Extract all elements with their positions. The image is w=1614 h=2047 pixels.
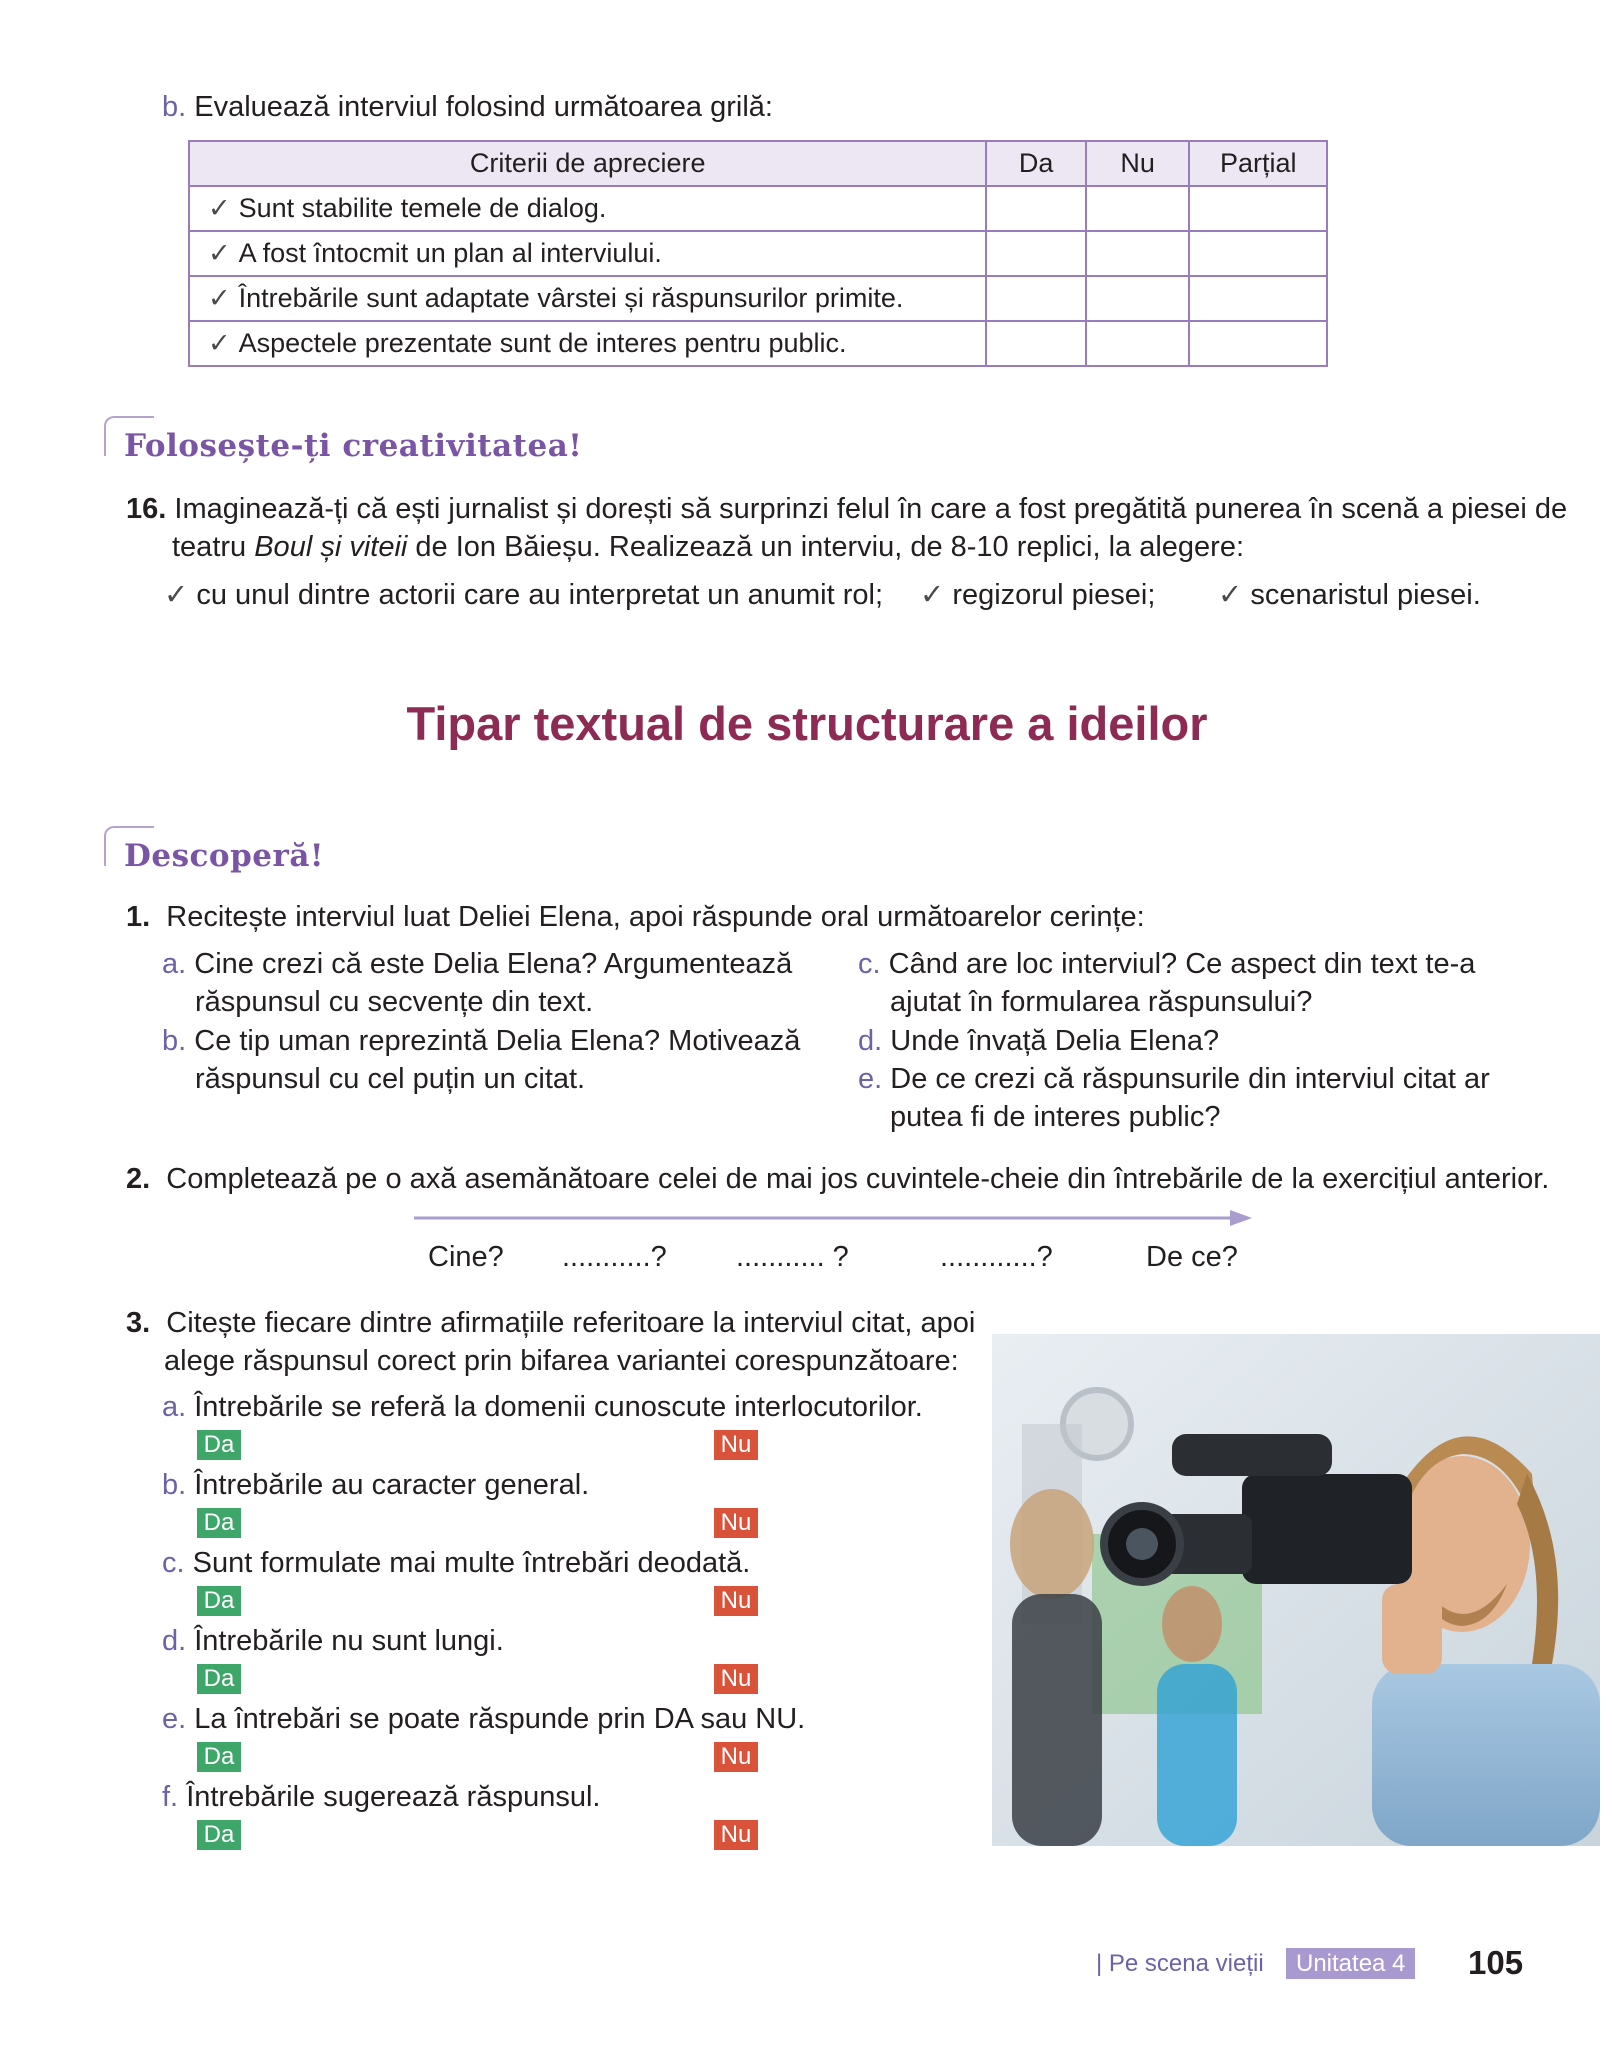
text-segment: de Ion Băieșu. Realizează un interviu, de 8-10 replici, la alegere: [407,531,1245,563]
statement-d [162,1622,504,1660]
criterion-text: A fost întocmit un plan al interviului. [238,238,662,268]
exercise-text: Recitește interviul luat Deliei Elena, apoi răspunde oral următoarelor cerințe: [166,901,1145,933]
grid-criterion [189,321,986,366]
grid-cell-da[interactable] [986,276,1086,321]
footer-unit [1286,1950,1415,1978]
question-c-line2: ajutat în formularea răspunsului? [890,986,1313,1018]
statement-text: Sunt formulate mai multe întrebări deodată. [192,1547,751,1579]
exercise-3 [126,1304,975,1342]
section-header-discover [104,838,325,874]
question-letter: b. [162,1025,187,1057]
answer-da[interactable]: Da [197,1742,241,1772]
text-segment: teatru [172,531,255,563]
statement-b [162,1466,589,1504]
answer-da[interactable]: Da [197,1586,241,1616]
grid-cell-partial[interactable] [1189,321,1327,366]
statement-letter: e. [162,1703,187,1735]
answer-da[interactable]: Da [197,1508,241,1538]
exercise-2 [126,1160,1549,1198]
grid-cell-nu[interactable] [1086,321,1190,366]
grid-criterion [189,276,986,321]
exercise-text: Completează pe o axă asemănătoare celei de mai jos cuvintele-cheie din întrebările de la exercițiul anterior. [166,1163,1550,1195]
answer-da[interactable]: Da [197,1664,241,1694]
option-text: regizorul piesei; [952,579,1156,611]
statement-e [162,1700,805,1738]
statement-letter: f. [162,1781,179,1813]
grid-row [189,231,1327,276]
grid-criterion [189,186,986,231]
exercise-3-line2: alege răspunsul corect prin bifarea variantei corespunzătoare: [164,1345,959,1377]
footer-section-text: Pe scena vieții [1108,1950,1264,1977]
question-d [858,1022,1219,1060]
exercise-16-line2 [172,528,1244,566]
statement-letter: a. [162,1391,187,1423]
grid-header-row [189,141,1327,186]
answer-nu[interactable]: Nu [714,1430,758,1460]
section-title: Descoperă! [124,838,325,874]
criterion-text: Întrebările sunt adaptate vârstei și răspunsurilor primite. [238,283,904,313]
answer-nu[interactable]: Nu [714,1586,758,1616]
answer-da[interactable]: Da [197,1430,241,1460]
question-letter: c. [858,948,881,980]
page-number: 105 [1468,1944,1524,1981]
grid-cell-partial[interactable] [1189,231,1327,276]
checkmark-icon: ✓ [208,283,231,313]
checkmark-icon: ✓ [164,579,189,611]
grid-criterion [189,231,986,276]
section-header-creativity [104,428,583,464]
question-letter: d. [858,1025,883,1057]
statement-text: La întrebări se poate răspunde prin DA sau NU. [194,1703,806,1735]
checkmark-icon: ✓ [920,579,945,611]
question-letter: a. [162,948,187,980]
grid-header-nu: Nu [1086,141,1190,186]
checkmark-icon: ✓ [208,238,231,268]
statement-text: Întrebările se referă la domenii cunoscute interlocutorilor. [194,1391,923,1423]
statement-f [162,1778,601,1816]
exercise-text: Imaginează-ți că ești jurnalist și dorești să surprinzi felul în care a fost pregătită punerea în scenă a piesei de [174,493,1568,525]
checkmark-icon: ✓ [208,328,231,358]
question-text: De ce crezi că răspunsurile din interviul citat ar [890,1063,1490,1095]
exercise-number: 2. [126,1163,151,1195]
axis-label-blank: ...........? [562,1241,667,1273]
unit-badge: Unitatea 4 [1286,1948,1415,1979]
grid-cell-da[interactable] [986,321,1086,366]
criterion-text: Sunt stabilite temele de dialog. [238,193,607,223]
question-c [858,945,1475,983]
question-text: Cine crezi că este Delia Elena? Argumentează [194,948,793,980]
answer-nu[interactable]: Nu [714,1508,758,1538]
footer-section-title: | Pe scena vieții [1096,1950,1264,1977]
question-text: Când are loc interviul? Ce aspect din text te-a [888,948,1476,980]
exercise-number: 3. [126,1307,151,1339]
cameraman-photo [992,1334,1600,1846]
grid-cell-da[interactable] [986,231,1086,276]
statement-a [162,1388,923,1426]
question-b [162,1022,800,1060]
exercise-16 [126,490,1567,528]
question-b-line2: răspunsul cu cel puțin un citat. [195,1063,586,1095]
criterion-text: Aspectele prezentate sunt de interes pentru public. [238,328,847,358]
grid-row [189,186,1327,231]
question-a-line2: răspunsul cu secvențe din text. [195,986,594,1018]
exercise-1 [126,898,1145,936]
grid-header-criteria: Criterii de apreciere [189,141,986,186]
statement-letter: c. [162,1547,185,1579]
grid-cell-nu[interactable] [1086,186,1190,231]
axis-label-blank: ........... ? [736,1241,849,1273]
axis-label-de-ce: De ce? [1146,1241,1238,1273]
statement-c [162,1544,750,1582]
grid-header-partial: Parțial [1189,141,1327,186]
statement-text: Întrebările nu sunt lungi. [194,1625,504,1657]
exercise-b [162,88,773,126]
question-e [858,1060,1490,1098]
grid-cell-da[interactable] [986,186,1086,231]
answer-da[interactable]: Da [197,1820,241,1850]
exercise-number: 1. [126,901,151,933]
statement-letter: b. [162,1469,187,1501]
grid-row [189,276,1327,321]
answer-nu[interactable]: Nu [714,1820,758,1850]
exercise-text: Citește fiecare dintre afirmațiile referitoare la interviul citat, apoi [166,1307,976,1339]
statement-text: Întrebările sugerează răspunsul. [186,1781,601,1813]
question-e-line2: putea fi de interes public? [890,1101,1221,1133]
checkmark-icon: ✓ [208,193,231,223]
option-actor [164,576,883,614]
exercise-text: Evaluează interviul folosind următoarea grilă: [194,91,773,123]
grid-cell-nu[interactable] [1086,231,1190,276]
checkmark-icon: ✓ [1218,579,1243,611]
page-title: Tipar textual de structurare a ideilor [406,697,1208,750]
grid-header-da: Da [986,141,1086,186]
option-text: scenaristul piesei. [1250,579,1481,611]
section-title: Folosește-ți creativitatea! [124,428,583,464]
statement-letter: d. [162,1625,187,1657]
play-title: Boul și viteii [254,531,408,563]
axis-label-blank: ............? [940,1241,1053,1273]
option-director [920,576,1155,614]
exercise-number: 16. [126,493,167,525]
option-text: cu unul dintre actorii care au interpretat un anumit rol; [196,579,884,611]
question-a [162,945,812,983]
exercise-letter: b. [162,91,187,123]
answer-nu[interactable]: Nu [714,1742,758,1772]
statement-text: Întrebările au caracter general. [194,1469,590,1501]
grid-cell-partial[interactable] [1189,186,1327,231]
grid-row [189,321,1327,366]
evaluation-grid [188,140,1328,367]
axis-arrow [410,1206,1260,1230]
question-text: Ce tip uman reprezintă Delia Elena? Motivează [194,1025,801,1057]
grid-cell-nu[interactable] [1086,276,1190,321]
axis-label-cine: Cine? [428,1241,504,1273]
answer-nu[interactable]: Nu [714,1664,758,1694]
question-text: Unde învață Delia Elena? [890,1025,1220,1057]
grid-cell-partial[interactable] [1189,276,1327,321]
question-letter: e. [858,1063,883,1095]
option-screenwriter [1218,576,1481,614]
